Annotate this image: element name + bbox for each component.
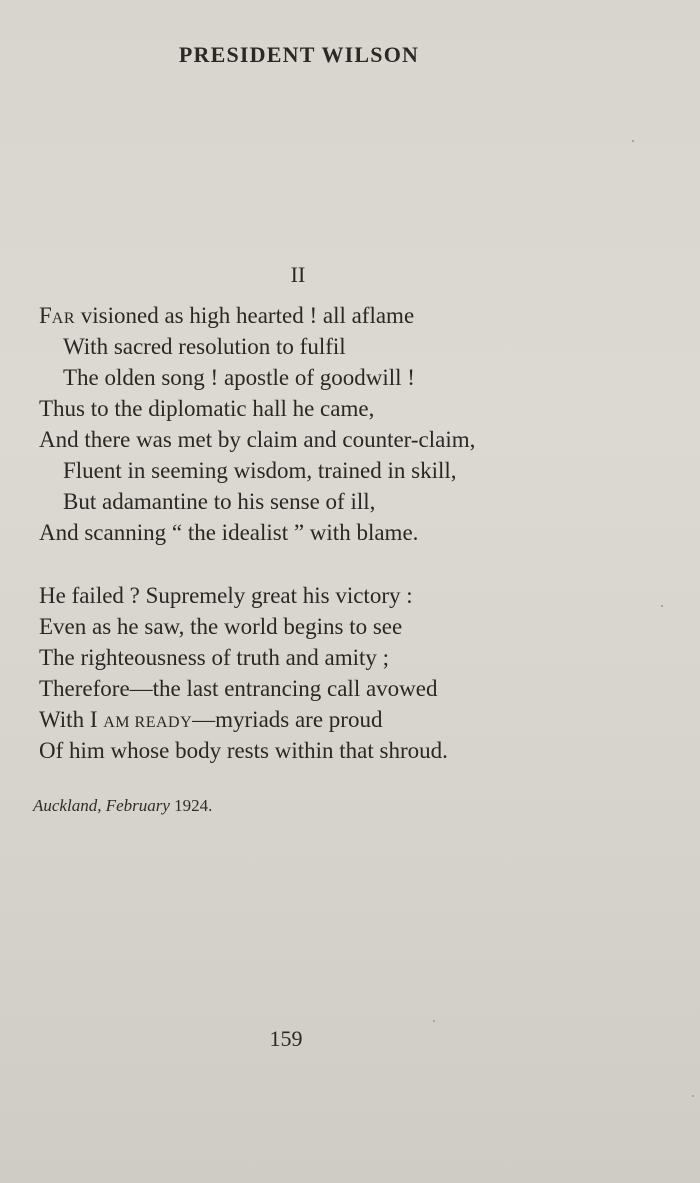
poem-line-1-2: With sacred resolution to fulfil [63, 334, 346, 359]
poem-line-1-1 [39, 300, 475, 331]
section-numeral: II [290, 262, 306, 287]
poem-line-1-5: And there was met by claim and counter-claim, [39, 427, 476, 452]
line-text: visioned as high hearted ! all aflame [75, 303, 415, 328]
poem-line-2-6: Of him whose body rests within that shroud. [39, 738, 448, 763]
paper-speck [433, 1020, 435, 1022]
running-head: PRESIDENT WILSON [178, 42, 420, 67]
paper-speck [692, 1095, 694, 1097]
poem-line-2-4: Therefore—the last entrancing call avowed [39, 676, 438, 701]
poem-line-2-1: He failed ? Supremely great his victory : [39, 583, 413, 608]
poem-line-1-8: And scanning “ the idealist ” with blame. [39, 520, 419, 545]
dateline-year: 1924. [174, 796, 213, 815]
poem-line-2-3: The righteousness of truth and amity ; [39, 645, 390, 670]
small-caps-phrase: AM READY [103, 714, 193, 731]
line-text: With I [39, 707, 104, 732]
stanza-2 [39, 580, 448, 766]
dateline [33, 796, 212, 816]
page-number: 159 [269, 1026, 303, 1051]
paper-speck [632, 140, 634, 142]
drop-initial: F [39, 303, 52, 328]
poem-line-2-5 [39, 704, 448, 735]
poem-line-1-7: But adamantine to his sense of ill, [63, 489, 376, 514]
poem-line-1-6: Fluent in seeming wisdom, trained in skill, [63, 458, 457, 483]
small-caps-word: AR [51, 310, 76, 327]
poem-line-2-2: Even as he saw, the world begins to see [39, 614, 403, 639]
paper-speck [661, 605, 663, 607]
poem-line-1-4: Thus to the diplomatic hall he came, [39, 396, 375, 421]
poem-line-1-3: The olden song ! apostle of goodwill ! [63, 365, 415, 390]
stanza-1 [39, 300, 475, 548]
line-text: —myriads are proud [192, 707, 383, 732]
dateline-place-month: Auckland, February [33, 796, 175, 815]
